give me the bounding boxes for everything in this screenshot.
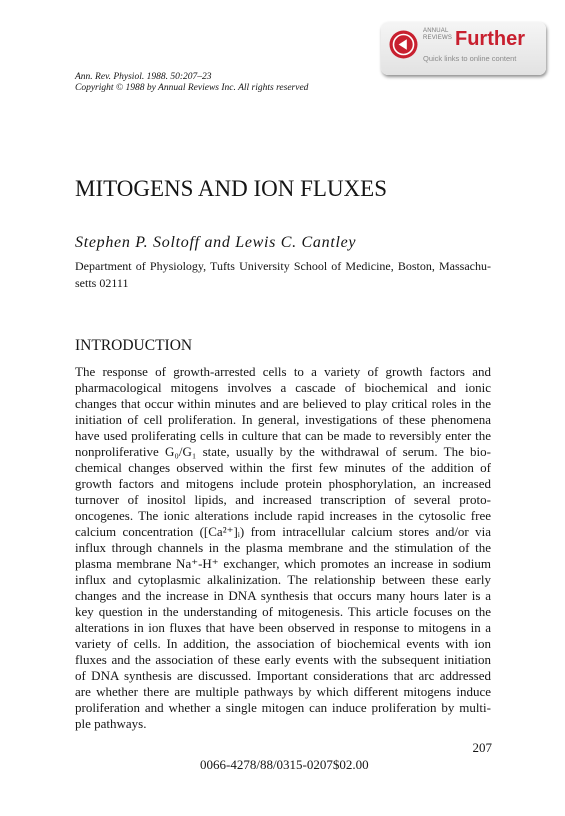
body-line: growth factors and mitogens include protein phosphorylation, an increased [75,476,491,491]
article-authors: Stephen P. Soltoff and Lewis C. Cantley [75,234,357,251]
body-line: changes and the increase in DNA synthesis that occurs many hours later is a [75,588,491,603]
body-line: pharmacological mitogens involves a cascade of biochemical and ionic [75,380,491,395]
banner-tagline: Quick links to online content [423,54,517,63]
body-line: proliferation and whether a single mitogen can induce proliferation by multi- [75,700,491,715]
banner-brand-reviews: REVIEWS [423,35,453,41]
affiliation-line: setts 02111 [75,276,129,290]
page-number: 207 [472,740,492,755]
affiliation-line: Department of Physiology, Tufts University School of Medicine, Boston, Massachu- [75,259,491,273]
body-line: ple pathways. [75,716,147,731]
further-online-content-banner[interactable] [381,22,546,75]
body-line: calcium concentration ([Ca²⁺]ᵢ) from intracellular calcium stores and/or via [75,524,491,539]
body-line: of DNA synthesis are discussed. Important considerations that arc addressed [75,668,491,683]
section-heading-introduction: INTRODUCTION [75,337,193,354]
banner-brand-annual: ANNUAL [423,28,449,34]
author-affiliation [75,258,491,292]
body-line: are whether there are multiple pathways by which different mitogens induce [75,684,491,699]
body-line: changes that occur within minutes and are believed to play critical roles in the [75,396,491,411]
body-line: alterations in ion fluxes that have been observed in response to mitogens in a [75,620,491,635]
article-price-code: 0066-4278/88/0315-0207$02.00 [200,757,369,772]
body-line: turnover of inositol lipids, and increased transcription of several proto- [75,492,491,507]
body-line: fluxes and the association of these early events with the subsequent initiation [75,652,491,667]
journal-citation: Ann. Rev. Physiol. 1988. 50:207–23 [75,72,212,82]
body-line: chemical changes observed within the first few minutes of the addition of [75,460,491,475]
article-title: MITOGENS AND ION FLUXES [75,176,388,201]
body-line: variety of cells. In addition, the association of biochemical events with ion [75,636,491,651]
introduction-paragraph [75,364,491,732]
body-line: The response of growth-arrested cells to a variety of growth factors and [75,364,491,379]
body-line: have used proliferating cells in culture that can be made to reversibly enter the [75,428,491,443]
body-line: influx and cytoplasmic alkalinization. The relationship between these early [75,572,491,587]
body-line: initiation of cell proliferation. In general, investigations of these phenomena [75,412,491,427]
banner-headline: Further [455,28,525,50]
circle-arrow-left-icon [389,30,418,59]
copyright-notice: Copyright © 1988 by Annual Reviews Inc. All rights reserved [75,83,309,93]
body-line: oncogenes. The ionic alterations include rapid increases in the cytosolic free [75,508,491,523]
body-line: plasma membrane Na⁺-H⁺ exchanger, which promotes an increase in sodium [75,556,491,571]
running-head [75,72,308,94]
body-line: influx through channels in the plasma membrane and the stimulation of the [75,540,491,555]
body-line: nonproliferative G₀/G₁ state, usually by the withdrawal of serum. The bio- [75,444,491,459]
body-line: key question in the understanding of mitogenesis. This article focuses on the [75,604,491,619]
